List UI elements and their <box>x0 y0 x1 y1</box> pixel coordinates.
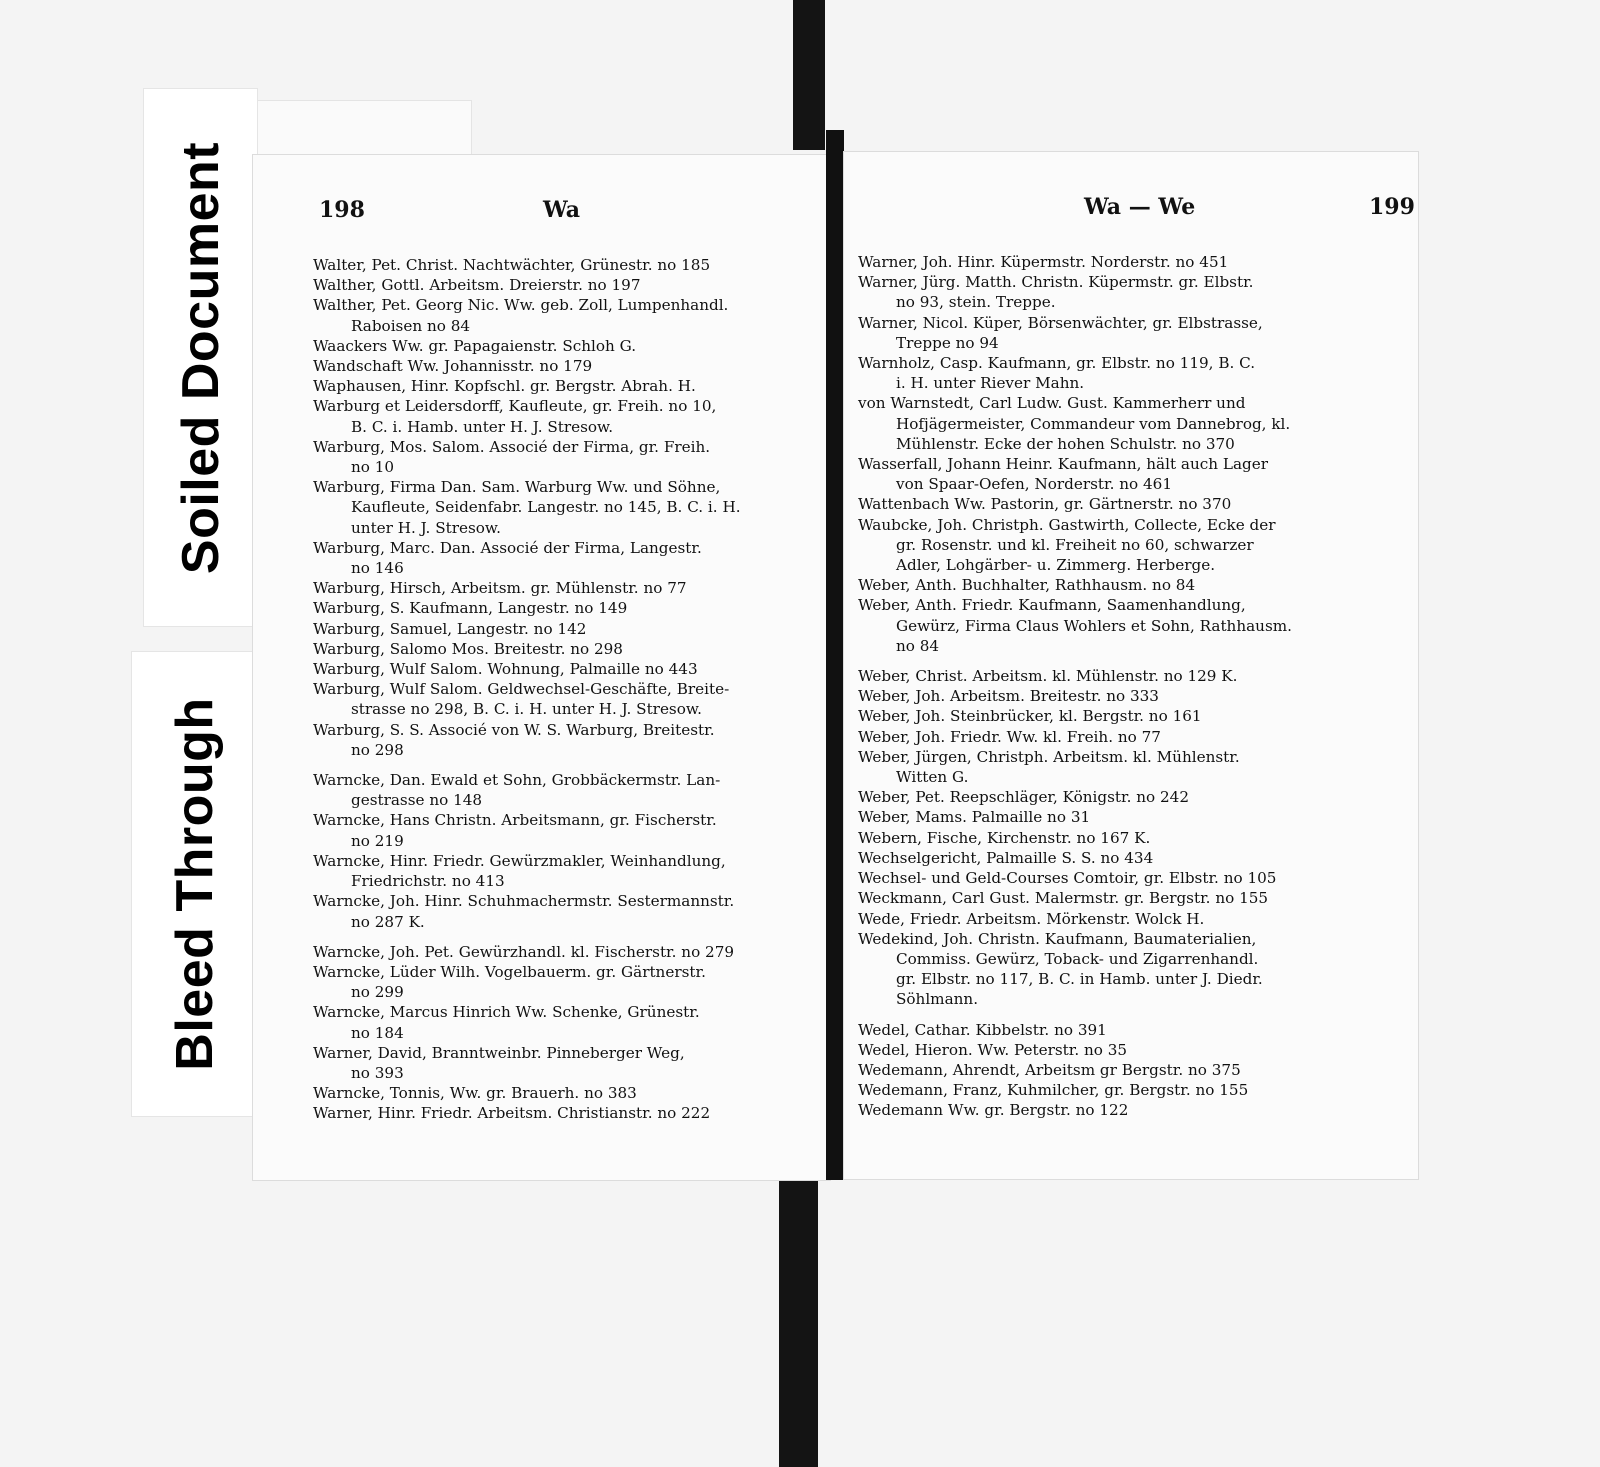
entry-line: Warner, David, Branntweinbr. Pinneberger Weg, <box>313 1043 685 1062</box>
entry-continuation-line: Treppe no 94 <box>896 333 999 352</box>
right-page-number: 199 <box>1369 194 1415 220</box>
binding-strip-top <box>793 0 825 150</box>
entry-continuation-line: von Spaar-Oefen, Norderstr. no 461 <box>896 475 1172 494</box>
entry-line: Weber, Anth. Buchhalter, Rathhausm. no 84 <box>858 576 1196 595</box>
entry-line: Warncke, Lüder Wilh. Vogelbauerm. gr. Gärtnerstr. <box>313 962 706 981</box>
entry-continuation-line: Raboisen no 84 <box>351 316 471 335</box>
entry-line: Warner, Jürg. Matth. Christn. Küpermstr. gr. Elbstr. <box>858 273 1254 292</box>
directory-entry <box>858 1080 1358 1100</box>
directory-entry <box>858 454 1358 494</box>
entry-spacer <box>313 760 808 770</box>
directory-entry <box>313 255 808 275</box>
entry-line: Wedemann, Ahrendt, Arbeitsm gr Bergstr. no 375 <box>858 1060 1241 1079</box>
entry-line: Wandschaft Ww. Johannisstr. no 179 <box>313 357 593 376</box>
left-page <box>253 155 830 1180</box>
directory-entry <box>313 679 808 719</box>
left-page-header <box>313 197 810 231</box>
directory-entry <box>858 1060 1358 1080</box>
entry-line: Warburg, Wulf Salom. Wohnung, Palmaille no 443 <box>313 660 698 679</box>
entry-continuation-line: no 184 <box>351 1023 404 1042</box>
entry-line: Waubcke, Joh. Christph. Gastwirth, Collecte, Ecke der <box>858 515 1276 534</box>
entry-continuation-line: gr. Rosenstr. und kl. Freiheit no 60, schwarzer <box>896 535 1254 554</box>
directory-entry <box>858 272 1358 312</box>
entry-continuation-line: Adler, Lohgärber- u. Zimmerg. Herberge. <box>896 556 1216 575</box>
entry-line: Warncke, Hans Christn. Arbeitsmann, gr. Fischerstr. <box>313 811 717 830</box>
entry-continuation-line: Mühlenstr. Ecke der hohen Schulstr. no 370 <box>896 434 1235 453</box>
entry-continuation-line: no 298 <box>351 740 404 759</box>
entry-continuation-line: no 393 <box>351 1063 404 1082</box>
entry-continuation-line: gr. Elbstr. no 117, B. C. in Hamb. unter J. Diedr. <box>896 970 1263 989</box>
entry-line: Wedemann, Franz, Kuhmilcher, gr. Bergstr. no 155 <box>858 1081 1249 1100</box>
directory-entry <box>858 1100 1358 1120</box>
directory-entry <box>313 396 808 436</box>
directory-entry <box>858 393 1358 454</box>
directory-entry <box>313 891 808 931</box>
directory-entry <box>858 828 1358 848</box>
directory-entry <box>313 437 808 477</box>
directory-entry <box>858 515 1358 576</box>
directory-entry <box>858 666 1358 686</box>
entry-continuation-line: Commiss. Gewürz, Toback- und Zigarrenhandl. <box>896 949 1259 968</box>
entry-line: Weber, Christ. Arbeitsm. kl. Mühlenstr. no 129 K. <box>858 667 1238 686</box>
entry-line: Wedekind, Joh. Christn. Kaufmann, Baumaterialien, <box>858 929 1257 948</box>
directory-entry <box>313 1002 808 1042</box>
entry-line: Weber, Joh. Arbeitsm. Breitestr. no 333 <box>858 687 1159 706</box>
entry-continuation-line: strasse no 298, B. C. i. H. unter H. J. Stresow. <box>351 700 702 719</box>
entry-line: Weber, Mams. Palmaille no 31 <box>858 808 1091 827</box>
entry-continuation-line: Kaufleute, Seidenfabr. Langestr. no 145, B. C. i. H. <box>351 498 741 517</box>
directory-entry <box>313 477 808 538</box>
directory-entry <box>313 336 808 356</box>
entry-line: Warncke, Tonnis, Ww. gr. Brauerh. no 383 <box>313 1084 637 1103</box>
directory-entry <box>313 720 808 760</box>
entry-line: Weber, Joh. Steinbrücker, kl. Bergstr. no 161 <box>858 707 1202 726</box>
directory-entry <box>858 1040 1358 1060</box>
entry-continuation-line: Friedrichstr. no 413 <box>351 872 505 891</box>
entry-line: Warburg, Mos. Salom. Associé der Firma, gr. Freih. <box>313 437 711 456</box>
directory-entry <box>313 598 808 618</box>
directory-entry <box>313 295 808 335</box>
entry-line: Warburg, Marc. Dan. Associé der Firma, Langestr. <box>313 538 702 557</box>
entry-continuation-line: no 287 K. <box>351 912 425 931</box>
entry-continuation-line: no 219 <box>351 831 404 850</box>
entry-continuation-line: Söhlmann. <box>896 990 979 1009</box>
entry-line: Weber, Pet. Reepschläger, Königstr. no 242 <box>858 788 1190 807</box>
directory-entry <box>858 252 1358 272</box>
binding-gutter <box>826 130 844 1180</box>
right-page-title: Wa — We <box>1084 194 1196 220</box>
left-page-title: Wa <box>543 197 581 223</box>
entry-line: Warncke, Joh. Hinr. Schuhmachermstr. Sestermannstr. <box>313 892 735 911</box>
directory-entry <box>858 727 1358 747</box>
entry-line: Wechsel- und Geld-Courses Comtoir, gr. Elbstr. no 105 <box>858 869 1277 888</box>
entry-line: Warburg, Wulf Salom. Geldwechsel-Geschäfte, Breite- <box>313 680 730 699</box>
entry-line: Warburg, Firma Dan. Sam. Warburg Ww. und Söhne, <box>313 478 721 497</box>
entry-continuation-line: unter H. J. Stresow. <box>351 518 501 537</box>
entry-line: Walther, Gottl. Arbeitsm. Dreierstr. no 197 <box>313 276 641 295</box>
entry-continuation-line: no 10 <box>351 458 395 477</box>
entry-line: Waackers Ww. gr. Papagaienstr. Schloh G. <box>313 336 637 355</box>
directory-entry <box>858 888 1358 908</box>
entry-line: Warburg et Leidersdorff, Kaufleute, gr. Freih. no 10, <box>313 397 717 416</box>
entry-continuation-line: gestrasse no 148 <box>351 791 483 810</box>
binding-strip-bottom <box>779 1176 818 1467</box>
soiled-document-label <box>143 88 258 627</box>
directory-entry <box>858 868 1358 888</box>
entry-line: Waphausen, Hinr. Kopfschl. gr. Bergstr. Abrah. H. <box>313 377 696 396</box>
bleed-through-label <box>131 651 259 1117</box>
left-entry-list <box>313 255 808 1124</box>
entry-line: Weber, Jürgen, Christph. Arbeitsm. kl. Mühlenstr. <box>858 747 1240 766</box>
directory-entry <box>313 538 808 578</box>
entry-line: Warburg, S. Kaufmann, Langestr. no 149 <box>313 599 628 618</box>
bleed-through-text: Bleed Through <box>166 697 224 1071</box>
entry-continuation-line: i. H. unter Riever Mahn. <box>896 374 1085 393</box>
directory-entry <box>313 275 808 295</box>
entry-line: Warncke, Marcus Hinrich Ww. Schenke, Grünestr. <box>313 1003 700 1022</box>
directory-entry <box>313 659 808 679</box>
directory-entry <box>313 578 808 598</box>
entry-continuation-line: Witten G. <box>896 768 969 787</box>
entry-spacer <box>858 1010 1358 1020</box>
entry-continuation-line: Gewürz, Firma Claus Wohlers et Sohn, Rathhausm. <box>896 616 1292 635</box>
entry-line: Wasserfall, Johann Heinr. Kaufmann, hält auch Lager <box>858 455 1268 474</box>
entry-continuation-line: Hofjägermeister, Commandeur vom Dannebrog, kl. <box>896 414 1291 433</box>
directory-entry <box>858 575 1358 595</box>
right-entry-list <box>858 252 1358 1121</box>
entry-line: Walther, Pet. Georg Nic. Ww. geb. Zoll, Lumpenhandl. <box>313 296 729 315</box>
entry-line: Weckmann, Carl Gust. Malermstr. gr. Bergstr. no 155 <box>858 889 1269 908</box>
entry-line: Weber, Anth. Friedr. Kaufmann, Saamenhandlung, <box>858 596 1246 615</box>
directory-entry <box>858 929 1358 1010</box>
directory-entry <box>858 1020 1358 1040</box>
directory-entry <box>313 942 808 962</box>
entry-continuation-line: no 299 <box>351 983 404 1002</box>
directory-entry <box>313 1083 808 1103</box>
entry-line: Wedel, Cathar. Kibbelstr. no 391 <box>858 1020 1107 1039</box>
entry-line: Warner, Hinr. Friedr. Arbeitsm. Christianstr. no 222 <box>313 1104 711 1123</box>
entry-line: Walter, Pet. Christ. Nachtwächter, Grünestr. no 185 <box>313 256 711 274</box>
directory-entry <box>313 1103 808 1123</box>
entry-continuation-line: no 84 <box>896 636 940 655</box>
directory-entry <box>858 595 1358 656</box>
directory-entry <box>858 313 1358 353</box>
left-page-number: 198 <box>319 197 365 223</box>
directory-entry <box>313 1043 808 1083</box>
directory-entry <box>858 807 1358 827</box>
entry-spacer <box>858 656 1358 666</box>
directory-entry <box>313 810 808 850</box>
entry-line: Warburg, Hirsch, Arbeitsm. gr. Mühlenstr. no 77 <box>313 579 687 598</box>
entry-spacer <box>313 932 808 942</box>
entry-line: Warner, Nicol. Küper, Börsenwächter, gr. Elbstrasse, <box>858 313 1263 332</box>
entry-line: Wedemann Ww. gr. Bergstr. no 122 <box>858 1101 1129 1120</box>
directory-entry <box>313 356 808 376</box>
entry-line: von Warnstedt, Carl Ludw. Gust. Kammerherr und <box>858 394 1246 413</box>
entry-line: Webern, Fische, Kirchenstr. no 167 K. <box>858 828 1151 847</box>
entry-continuation-line: no 146 <box>351 559 404 578</box>
directory-entry <box>858 686 1358 706</box>
soiled-document-text: Soiled Document <box>171 141 230 574</box>
entry-line: Warburg, S. S. Associé von W. S. Warburg, Breitestr. <box>313 720 715 739</box>
entry-line: Warnholz, Casp. Kaufmann, gr. Elbstr. no 119, B. C. <box>858 354 1256 373</box>
right-page <box>844 152 1418 1179</box>
directory-entry <box>858 747 1358 787</box>
entry-line: Warncke, Hinr. Friedr. Gewürzmakler, Weinhandlung, <box>313 851 726 870</box>
paper-tab <box>255 100 472 160</box>
directory-entry <box>313 376 808 396</box>
directory-entry <box>313 851 808 891</box>
directory-entry <box>313 962 808 1002</box>
directory-entry <box>858 787 1358 807</box>
entry-line: Warncke, Dan. Ewald et Sohn, Grobbäckermstr. Lan- <box>313 771 721 790</box>
directory-entry <box>858 494 1358 514</box>
entry-line: Warburg, Salomo Mos. Breitestr. no 298 <box>313 639 623 658</box>
directory-entry <box>858 848 1358 868</box>
directory-entry <box>858 706 1358 726</box>
directory-entry <box>313 619 808 639</box>
entry-line: Warncke, Joh. Pet. Gewürzhandl. kl. Fischerstr. no 279 <box>313 942 735 961</box>
entry-continuation-line: B. C. i. Hamb. unter H. J. Stresow. <box>351 417 614 436</box>
entry-line: Wechselgericht, Palmaille S. S. no 434 <box>858 848 1154 867</box>
entry-line: Wattenbach Ww. Pastorin, gr. Gärtnerstr. no 370 <box>858 495 1232 514</box>
entry-line: Weber, Joh. Friedr. Ww. kl. Freih. no 77 <box>858 727 1161 746</box>
entry-line: Warburg, Samuel, Langestr. no 142 <box>313 619 587 638</box>
directory-entry <box>858 353 1358 393</box>
right-page-header <box>904 194 1415 228</box>
directory-entry <box>313 770 808 810</box>
directory-entry <box>313 639 808 659</box>
entry-line: Warner, Joh. Hinr. Küpermstr. Norderstr. no 451 <box>858 253 1229 271</box>
entry-continuation-line: no 93, stein. Treppe. <box>896 293 1056 312</box>
entry-line: Wedel, Hieron. Ww. Peterstr. no 35 <box>858 1040 1128 1059</box>
entry-line: Wede, Friedr. Arbeitsm. Mörkenstr. Wolck H. <box>858 909 1205 928</box>
directory-entry <box>858 909 1358 929</box>
